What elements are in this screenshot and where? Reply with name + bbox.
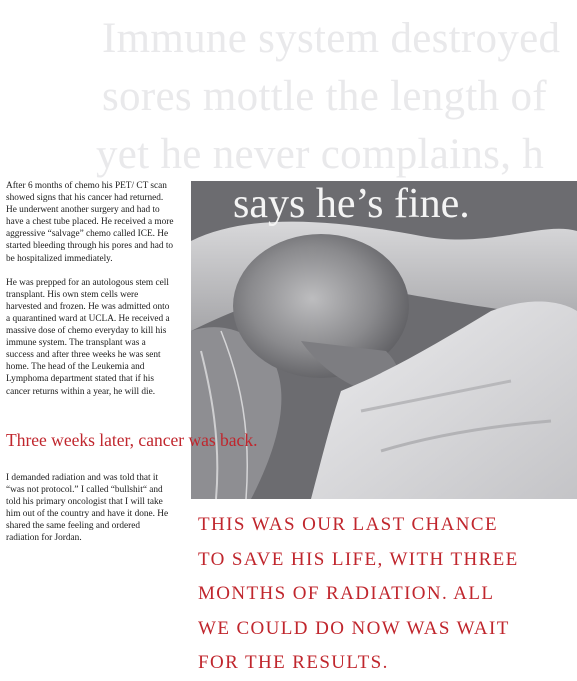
story-paragraph-1: After 6 months of chemo his PET/ CT scan showed signs that his cancer had returned. He underwent another surgery and had to have a chest tube placed. He received a more aggressive “salvage” chemo called ICE. He started bleeding through his pores and had to be hospitalized immediately.: [6, 181, 174, 264]
closing-line-4: WE COULD DO NOW WAS WAIT: [198, 617, 510, 639]
closing-line-3: MONTHS OF RADIATION. ALL: [198, 583, 495, 604]
headline: [96, 10, 577, 184]
closing-statement: [198, 508, 577, 681]
story-column-bottom: [6, 472, 174, 557]
headline-line-1: Immune system destroyed: [102, 15, 561, 62]
headline-line-3: yet he never complains, h: [96, 131, 545, 178]
headline-line-2: sores mottle the length of: [102, 73, 547, 120]
closing-line-1: THIS WAS OUR LAST CHANCE: [198, 514, 498, 535]
story-column-top: [6, 180, 174, 410]
photo-illustration: [191, 181, 577, 499]
closing-line-2: TO SAVE HIS LIFE, WITH THREE: [198, 548, 519, 570]
closing-line-5: FOR THE RESULTS.: [198, 652, 389, 673]
story-paragraph-2: He was prepped for an autologous stem cell transplant. His own stem cells were harvested and frozen. He was admitted onto a quarantined ward at UCLA. He received a massive dose of chemo everyday to kill his immune system. The transplant was a success and after three weeks he was sent home. The head of the Leukemia and Lymphoma department stated that if his cancer returns within a year, he will die.: [6, 277, 170, 397]
photo-caption: says he’s fine.: [233, 181, 470, 227]
pull-quote: Three weeks later, cancer was back.: [6, 430, 258, 450]
hospital-bed-photo: [191, 181, 577, 499]
story-paragraph-3: I demanded radiation and was told that it “was not protocol.” I called “bullshit“ and told his primary oncologist that I will take him out of the country and have it done. He shared the same feeling and ordered radiation for Jordan.: [6, 473, 169, 544]
